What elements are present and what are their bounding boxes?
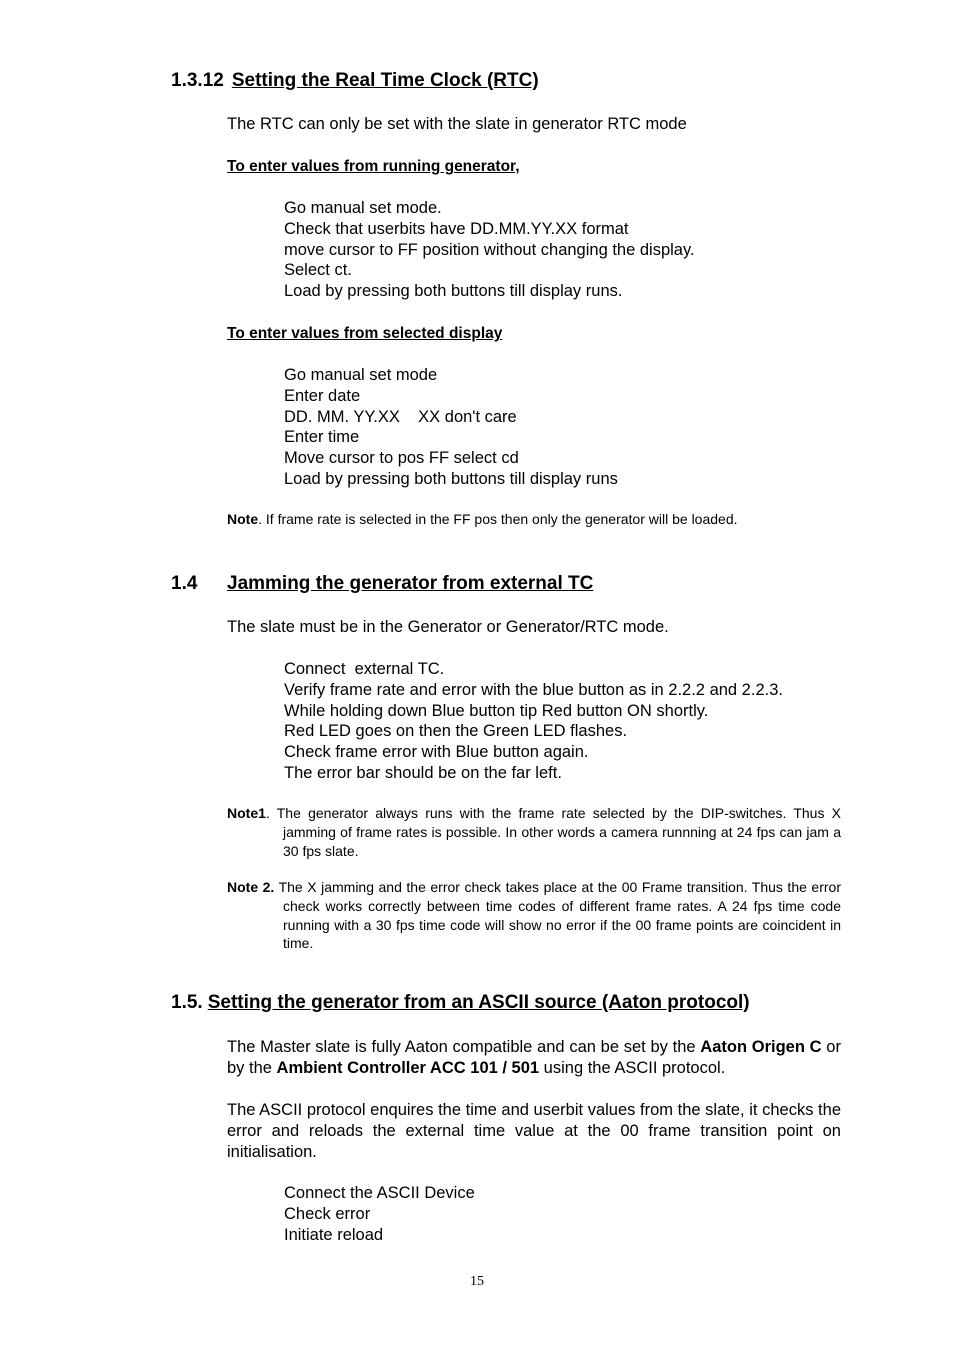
list-item: Verify frame rate and error with the blue button as in 2.2.2 and 2.2.3. <box>284 680 783 699</box>
rtc-steps-running <box>284 198 695 302</box>
list-item: Go manual set mode <box>284 366 438 384</box>
section-title: Setting the generator from an ASCII source (Aaton protocol) <box>207 992 750 1013</box>
jam-note-1 <box>227 804 841 860</box>
list-item: Enter time <box>284 428 360 447</box>
note-label: Note1 <box>227 805 266 821</box>
ascii-steps <box>284 1183 475 1245</box>
section-number: 1.5. <box>171 992 203 1013</box>
list-item: Red LED goes on then the Green LED flashes. <box>284 722 628 741</box>
text-run: The Master slate is fully Aaton compatible and can be set by the <box>227 1038 701 1056</box>
jam-intro: The slate must be in the Generator or Generator/RTC mode. <box>227 618 669 636</box>
note-text: The X jamming and the error check takes place at the 00 Frame transition. Thus the error check works correctly between time codes of different frame rates. A 24 fps time code running with a 30 fps time code will show no error if the 00 frame points are coincident in time. <box>274 879 841 952</box>
list-item: move cursor to FF position without changing the display. <box>284 240 695 259</box>
section-heading-rtc <box>171 70 539 92</box>
rtc-note <box>227 510 841 529</box>
list-item: Move cursor to pos FF select cd <box>284 449 519 468</box>
rtc-steps-display <box>284 365 618 490</box>
section-heading-ascii <box>171 992 750 1014</box>
list-item: Go manual set mode. <box>284 199 442 217</box>
list-item: Check frame error with Blue button again. <box>284 743 589 762</box>
note-label: Note <box>227 511 259 527</box>
list-item: Load by pressing both buttons till display runs. <box>284 282 623 301</box>
text-run: using the ASCII protocol. <box>539 1059 726 1077</box>
list-item: Connect the ASCII Device <box>284 1184 475 1202</box>
text-run: or by the <box>227 1038 841 1077</box>
product-name: Aaton Origen C <box>700 1038 822 1056</box>
ascii-paragraph-1 <box>227 1037 841 1079</box>
list-item: Initiate reload <box>284 1225 384 1244</box>
page-number: 15 <box>470 1274 484 1289</box>
list-item: Select ct. <box>284 261 352 280</box>
section-title: Jamming the generator from external TC <box>227 573 594 594</box>
list-item: Enter date <box>284 386 361 405</box>
rtc-subheading-display: To enter values from selected display <box>227 325 503 342</box>
list-item: Check that userbits have DD.MM.YY.XX format <box>284 219 629 238</box>
rtc-subheading-running: To enter values from running generator, <box>227 158 520 175</box>
list-item: Load by pressing both buttons till display runs <box>284 469 618 488</box>
list-item: While holding down Blue button tip Red button ON shortly. <box>284 701 709 720</box>
section-title: Setting the Real Time Clock (RTC) <box>231 70 539 91</box>
list-item: The error bar should be on the far left. <box>284 763 562 782</box>
list-item: DD. MM. YY.XX XX don't care <box>284 407 517 426</box>
section-number: 1.3.12 <box>171 70 224 91</box>
note-text: . If frame rate is selected in the FF pos then only the generator will be loaded. <box>258 511 738 527</box>
rtc-intro: The RTC can only be set with the slate in generator RTC mode <box>227 115 687 133</box>
note-text: . The generator always runs with the frame rate selected by the DIP-switches. Thus X jamming of frame rates is possible. In other words a camera runnning at 24 fps can jam a 30 fps slate. <box>265 805 841 859</box>
jam-note-2 <box>227 878 841 953</box>
list-item: Connect external TC. <box>284 660 445 678</box>
list-item: Check error <box>284 1204 371 1223</box>
section-heading-jam <box>171 573 594 595</box>
note-label: Note 2. <box>227 879 275 895</box>
ascii-paragraph-2: The ASCII protocol enquires the time and userbit values from the slate, it checks the error and reloads the external time value at the 00 frame transition point on initialisation. <box>227 1101 841 1161</box>
product-name: Ambient Controller ACC 101 / 501 <box>276 1059 540 1077</box>
jam-steps <box>284 659 783 784</box>
section-number: 1.4 <box>171 573 198 594</box>
